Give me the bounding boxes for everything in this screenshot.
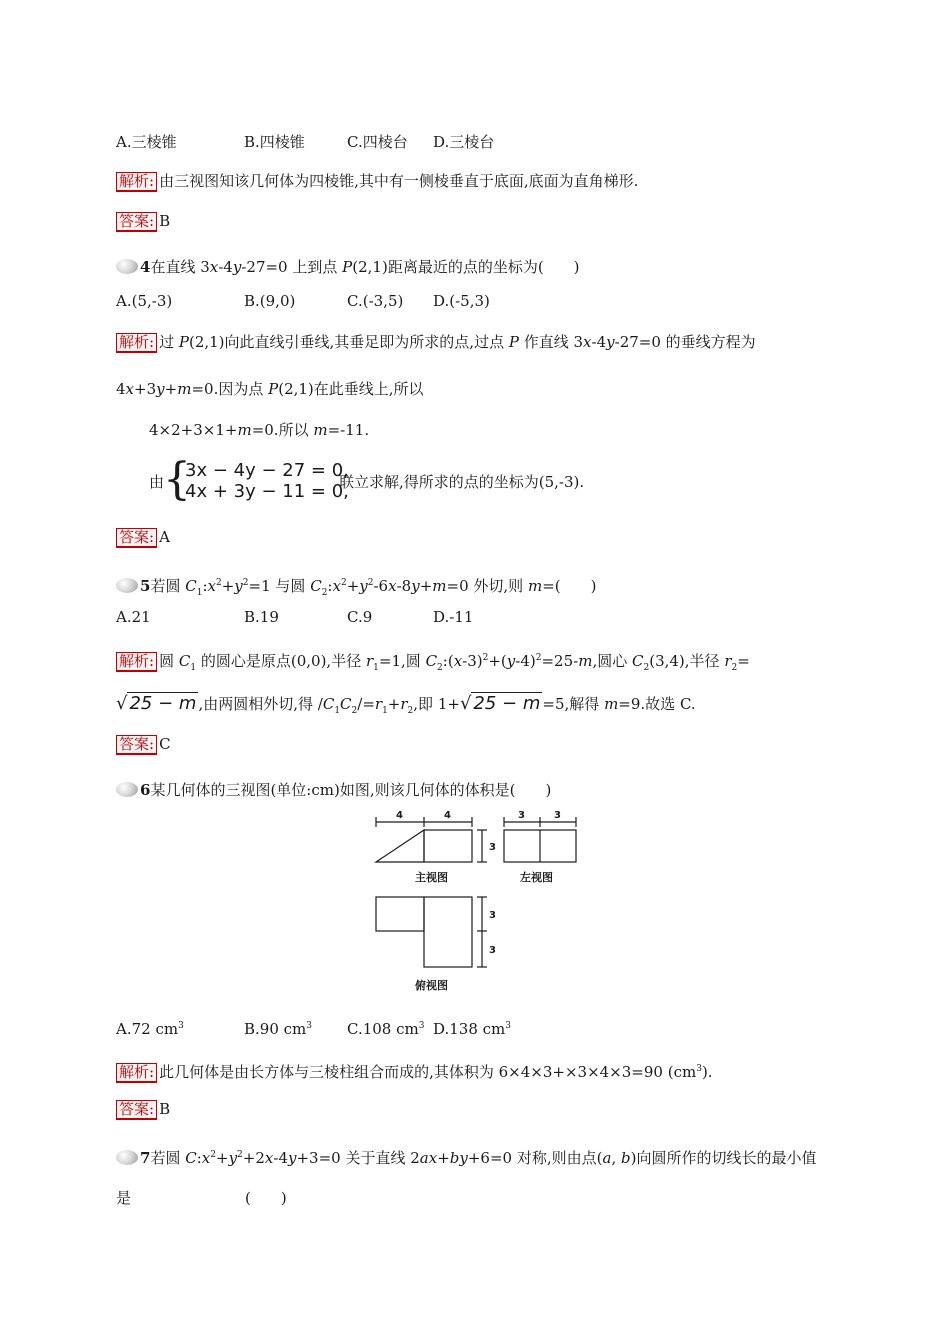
question-bullet-icon	[116, 1150, 138, 1165]
q4-option-c: C.(-3,5)	[347, 292, 404, 310]
top-view-right-box	[424, 897, 472, 967]
q6-stem: 6某几何体的三视图(单位:cm)如图,则该几何体的体积是( )	[116, 780, 551, 800]
sqrt-expression: √ 25 − m	[459, 693, 541, 714]
answer-tag: 答案:	[116, 212, 157, 232]
q6-option-a: A.72 $cm^3$	[116, 1020, 184, 1038]
q6-answer	[116, 1099, 170, 1120]
q4-stem: 4在直线 3x-4y-27=0 上到点 P(2,1)距离最近的点的坐标为( )	[116, 257, 580, 277]
q5-option-c: C.9	[347, 608, 373, 626]
q6-option-c: C.108 $cm^3$	[347, 1020, 425, 1038]
q4-analysis-line1: 解析: 过 P(2,1)向此直线引垂线,其垂足即为所求的点,过点 P 作直线 3x-4y-27=0 的垂线方程为	[116, 332, 756, 353]
q5-stem: 5若圆 $C_1:x^2+y^2=1$ 与圆 $C_2:x^2+y^2-6x-8y+m=0$ 外切,则 m=( )	[116, 573, 596, 603]
q4-answer	[116, 527, 170, 548]
q5-option-a: A.21	[116, 608, 151, 626]
q6-analysis: 解析: 此几何体是由长方体与三棱柱组合而成的,其体积为 6×4×3+×3×4×3=90 $(cm^3)$.	[116, 1059, 713, 1083]
answer-value: A	[159, 528, 170, 546]
answer-value: B	[159, 1100, 171, 1118]
analysis-tag: 解析:	[116, 333, 157, 353]
dim-label: 3	[489, 945, 496, 956]
q6-option-b: B.90 $cm^3$	[244, 1020, 313, 1038]
q3-analysis: 解析: 由三视图知该几何体为四棱锥,其中有一侧棱垂直于底面,底面为直角梯形.	[116, 171, 638, 192]
analysis-tag: 解析:	[116, 652, 157, 672]
top-view-label: 俯视图	[415, 979, 448, 992]
answer-tag: 答案:	[116, 735, 157, 755]
q5-analysis-line2: √ 25 − m ,由两圆相外切,得 $/C_1C_2/=r_1+r_2$,即 1+√ 25 − m =5,解得 m=9.故选 C.	[116, 693, 696, 716]
equation-1: 3x − 4y − 27 = 0,	[185, 460, 349, 481]
answer-tag: 答案:	[116, 528, 157, 548]
q3-option-c: C.四棱台	[347, 133, 408, 151]
question-number: 7	[140, 1149, 151, 1167]
q4-option-b: B.(9,0)	[244, 292, 296, 310]
q3-option-b: B.四棱锥	[244, 133, 305, 151]
front-view-shape	[376, 830, 424, 862]
q5-answer	[116, 734, 171, 755]
analysis-tag: 解析:	[116, 172, 157, 192]
left-brace-icon: {	[163, 454, 191, 505]
question-bullet-icon	[116, 259, 138, 274]
question-number: 4	[140, 258, 151, 276]
sqrt-expression: √ 25 − m	[116, 693, 197, 714]
front-view-label: 主视图	[415, 871, 448, 884]
q5-analysis-line1: 解析: 圆 $C_1$ 的圆心是原点(0,0),半径 $r_1=1$,圆 $C_2:(x-3)^2+(y-4)^2=25-m$,圆心 $C_2(3,4)$,半径 $r_2=$	[116, 648, 750, 678]
top-view-left-box	[376, 897, 424, 931]
question-bullet-icon	[116, 782, 138, 797]
q4-equation-system: 由 { 3x − 4y − 27 = 0, 4x + 3y − 11 = 0, 联立求解,得所求的点的坐标为(5,-3).	[149, 454, 585, 505]
dim-label: 3	[554, 810, 561, 821]
q3-answer	[116, 211, 170, 232]
dim-label: 3	[489, 842, 496, 853]
dim-label: 3	[489, 910, 496, 921]
question-bullet-icon	[116, 578, 138, 593]
answer-value: C	[159, 735, 171, 753]
q4-analysis-line3: 4×2+3×1+m=0.所以 m=-11.	[149, 421, 370, 439]
q5-option-b: B.19	[244, 608, 279, 626]
analysis-tag: 解析:	[116, 1063, 157, 1083]
q3-option-a: A.三棱锥	[116, 133, 177, 151]
equation-2: 4x + 3y − 11 = 0,	[185, 481, 349, 502]
q7-stem-line1: 7若圆 $C:x^2+y^2+2x-4y+3=0$ 关于直线 2ax+by+6=0 对称,则由点(a, b)向圆所作的切线长的最小值	[116, 1145, 816, 1168]
question-number: 6	[140, 781, 151, 799]
q3-option-d: D.三棱台	[433, 133, 495, 151]
q4-analysis-line2: 4x+3y+m=0.因为点 P(2,1)在此垂线上,所以	[116, 380, 424, 398]
dim-label: 4	[444, 810, 451, 821]
three-view-figure	[360, 805, 590, 995]
front-view-box	[424, 830, 472, 862]
q4-option-a: A.(5,-3)	[116, 292, 173, 310]
q7-stem-line2: 是	[116, 1189, 132, 1207]
dim-label: 4	[396, 810, 403, 821]
answer-value: B	[159, 212, 171, 230]
dim-label: 3	[518, 810, 525, 821]
q4-option-d: D.(-5,3)	[433, 292, 490, 310]
side-view-label: 左视图	[520, 871, 553, 884]
q6-option-d: D.138 $cm^3$	[433, 1020, 512, 1038]
q7-answer-paren: ( )	[245, 1189, 287, 1207]
question-number: 5	[140, 577, 151, 595]
answer-tag: 答案:	[116, 1100, 157, 1120]
q5-option-d: D.-11	[433, 608, 474, 626]
